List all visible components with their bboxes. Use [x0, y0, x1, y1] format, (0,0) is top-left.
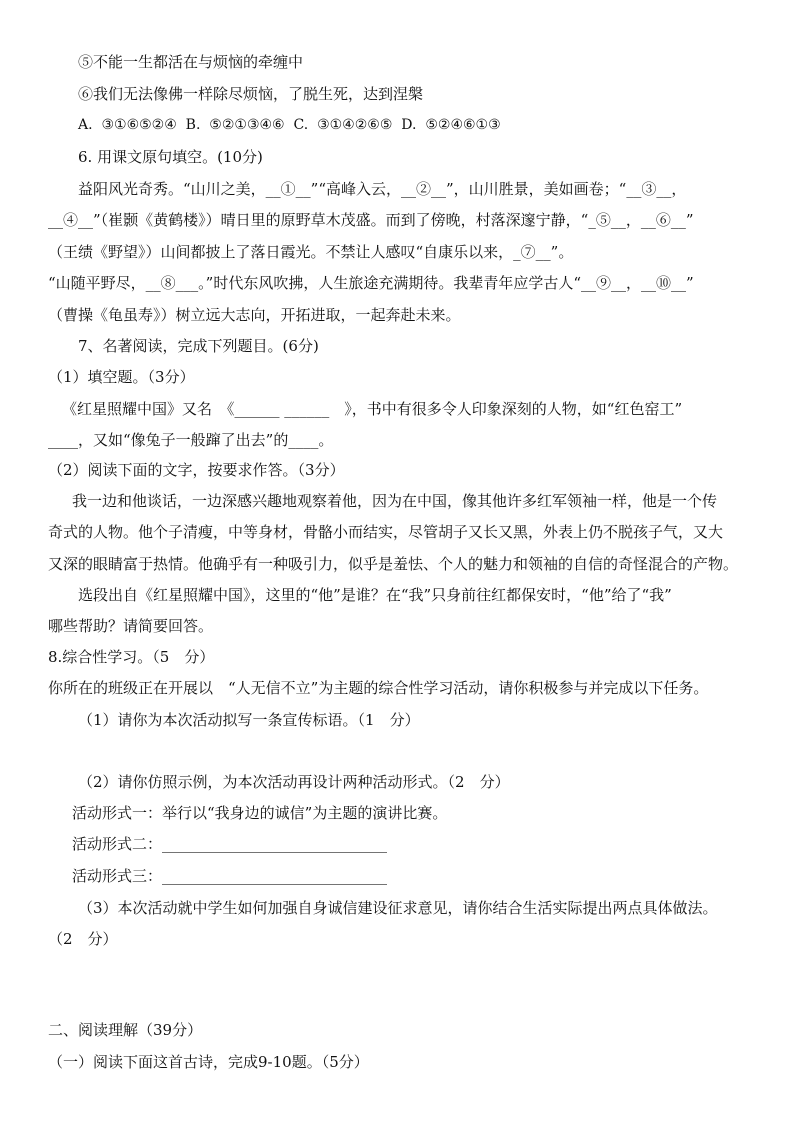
excerpt-line-1: 我一边和他谈话，一边深感兴趣地观察着他，因为在中国，像其他许多红军领袖一样，他是一个传: [72, 492, 718, 510]
excerpt-line-3: 又深的眼睛富于热情。他确乎有一种吸引力，似乎是羞怯、个人的魅力和领袖的自信的奇怪混合的产物。: [48, 555, 739, 573]
q6-paragraph-line-3: （王绩《野望》）山间都披上了落日霞光。不禁让人感叹“自康乐以来，_⑦__”。: [48, 243, 574, 261]
q7-part-2-heading: （2）阅读下面的文字，按要求作答。（3分）: [48, 461, 345, 479]
activity-example: 活动形式一：举行以“我身边的诚信”为主题的演讲比赛。: [72, 804, 448, 822]
q7-part-2-prompt-line-1: 选段出自《红星照耀中国》，这里的“他”是谁？在“我”只身前往红都保安时，“他”给了“我”: [78, 586, 672, 604]
q6-paragraph-line-4: “山随平野尽，__⑧___。”时代东风吹拂，人生旅途充满期待。我辈青年应学古人“__⑨__，__⑩__”: [48, 274, 694, 292]
section-2-heading: 二、阅读理解（39分）: [48, 1021, 203, 1039]
question-6-heading: 6. 用课文原句填空。(10分): [78, 148, 263, 166]
q7-part-2-prompt-line-2: 哪些帮助？请简要回答。: [48, 617, 214, 635]
section-2-part-1-heading: （一）阅读下面这首古诗，完成9-10题。（5分）: [48, 1053, 369, 1071]
q6-paragraph-line-1: 益阳风光奇秀。“山川之美，__①__”“高峰入云，__②__”，山川胜景，美如画卷；“__③__，: [78, 180, 687, 198]
q8-part-1: （1）请你为本次活动拟写一条宣传标语。（1 分）: [78, 711, 420, 729]
q7-part-1-heading: （1）填空题。（3分）: [48, 368, 195, 386]
answer-choices: A. ③①⑥⑤②④ B. ⑤②①③④⑥ C. ③①④②⑥⑤ D. ⑤②④⑥①③: [78, 117, 501, 133]
activity-form-2: 活动形式二：______________________________: [72, 835, 388, 853]
q6-paragraph-line-2: __④__”（崔颢《黄鹤楼》）晴日里的原野草木茂盛。而到了傍晚，村落深邃宁静，“_⑤__，__⑥__”: [48, 211, 694, 229]
q6-paragraph-line-5: （曹操《龟虽寿》）树立远大志向，开拓进取，一起奔赴未来。: [48, 306, 461, 324]
q8-part-3-line-1: （3）本次活动就中学生如何加强自身诚信建设征求意见，请你结合生活实际提出两点具体做法。: [78, 899, 718, 917]
activity-form-3: 活动形式三：______________________________: [72, 867, 388, 885]
q8-intro: 你所在的班级正在开展以 “人无信不立”为主题的综合性学习活动，请你积极参与并完成以下任务。: [48, 679, 709, 697]
q8-part-3-line-2: （2 分）: [48, 930, 118, 948]
question-7-heading: 7、名著阅读，完成下列题目。(6分): [78, 337, 319, 355]
option-line-5: ⑤不能一生都活在与烦恼的牵缠中: [78, 53, 304, 71]
excerpt-line-2: 奇式的人物。他个子清瘦，中等身材，骨骼小而结实，尽管胡子又长又黑，外表上仍不脱孩子气，又大: [48, 523, 724, 541]
q7-part-1-line-2: ____，又如“像兔子一般蹿了出去”的____。: [48, 431, 334, 449]
option-line-6: ⑥我们无法像佛一样除尽烦恼，了脱生死，达到涅槃: [78, 85, 424, 103]
q7-part-1-line-1: 《红星照耀中国》又名 《______ ______ 》，书中有很多令人印象深刻的人物，如“红色窑工”: [62, 400, 683, 418]
q8-part-2: （2）请你仿照示例，为本次活动再设计两种活动形式。（2 分）: [78, 773, 510, 791]
question-8-heading: 8.综合性学习。（5 分）: [48, 648, 215, 666]
